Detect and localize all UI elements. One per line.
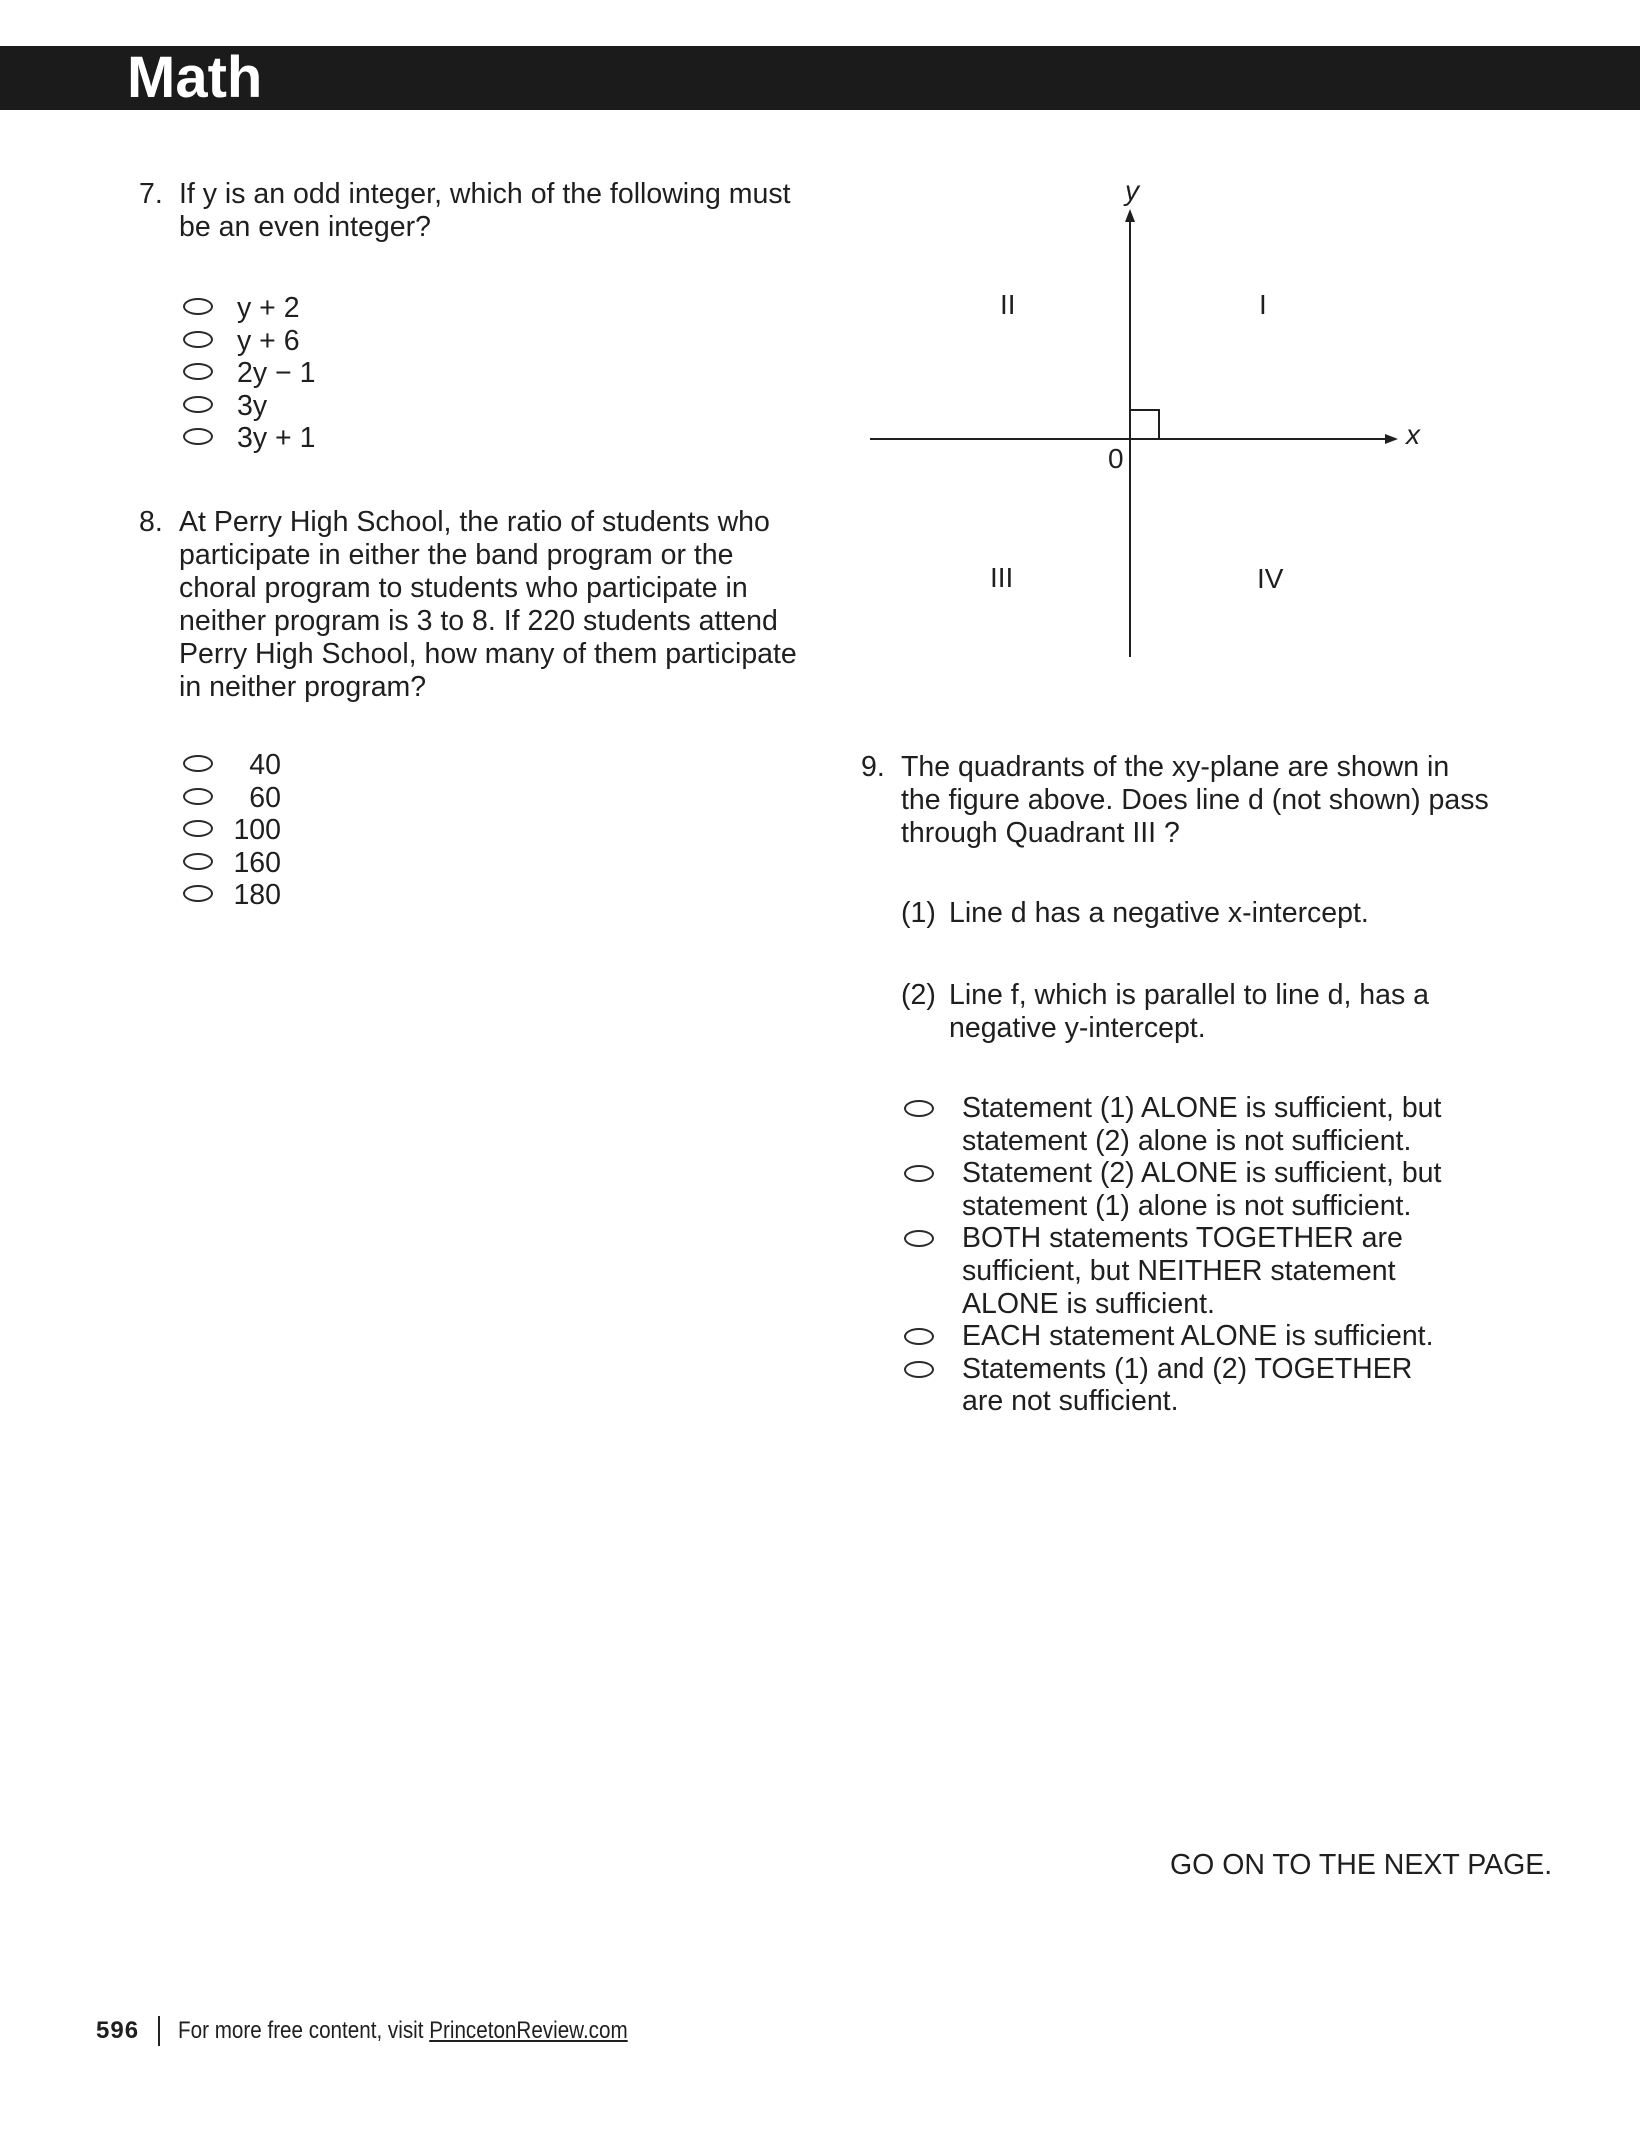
answer-bubble[interactable] <box>183 820 213 837</box>
answer-bubble[interactable] <box>904 1165 934 1182</box>
answer-choice[interactable] <box>904 1157 1464 1222</box>
answer-bubble[interactable] <box>183 853 213 870</box>
question-number: 8. <box>139 506 163 538</box>
choice-label: EACH statement ALONE is sufficient. <box>962 1320 1434 1353</box>
choice-label: 160 <box>233 846 281 879</box>
q8-answer-choices <box>183 749 483 912</box>
choice-label: 180 <box>233 879 281 912</box>
choice-label: y + 6 <box>237 324 300 357</box>
answer-choice[interactable] <box>183 422 483 455</box>
answer-choice[interactable] <box>183 814 483 847</box>
page-number: 596 <box>96 2017 140 2044</box>
choice-label: 100 <box>233 814 281 847</box>
header-bar <box>0 46 1640 110</box>
answer-choice[interactable] <box>904 1222 1464 1320</box>
question-text-line: participate in either the band program or the <box>179 539 734 571</box>
statement-text: Line d has a negative x-intercept. <box>949 897 1369 929</box>
y-axis-arrow <box>1125 209 1135 222</box>
choice-label: BOTH statements TOGETHER are sufficient, but NEITHER statement ALONE is sufficient. <box>962 1222 1403 1320</box>
question-text-line: If y is an odd integer, which of the following must <box>179 178 791 210</box>
footer-divider <box>158 2016 160 2046</box>
answer-choice[interactable] <box>183 357 483 390</box>
answer-choice[interactable] <box>183 879 483 912</box>
answer-choice[interactable] <box>183 390 483 423</box>
answer-bubble[interactable] <box>183 428 213 445</box>
answer-bubble[interactable] <box>183 755 213 772</box>
answer-choice[interactable] <box>183 325 483 358</box>
statement-text <box>949 979 1449 1045</box>
go-on-instruction: GO ON TO THE NEXT PAGE. <box>1170 1849 1553 1881</box>
q7-answer-choices <box>183 292 483 455</box>
quadrant-1-label: I <box>1259 289 1267 320</box>
x-axis-label: x <box>1406 419 1420 450</box>
answer-bubble[interactable] <box>904 1100 934 1117</box>
answer-bubble[interactable] <box>183 363 213 380</box>
answer-bubble[interactable] <box>183 396 213 413</box>
answer-bubble[interactable] <box>904 1328 934 1345</box>
question-text <box>179 178 791 244</box>
question-text-line: the figure above. Does line d (not shown) pass <box>901 784 1489 816</box>
choice-label: Statement (2) ALONE is sufficient, but statement (1) alone is not sufficient. <box>962 1157 1442 1222</box>
answer-bubble[interactable] <box>904 1230 934 1247</box>
choice-label: 2y − 1 <box>237 357 316 390</box>
question-text <box>179 506 797 704</box>
choice-label: 60 <box>249 781 281 814</box>
choice-label: 3y <box>237 389 268 422</box>
answer-bubble[interactable] <box>183 331 213 348</box>
coordinate-plane-figure <box>870 175 1430 670</box>
quadrant-2-label: II <box>1000 289 1016 320</box>
answer-choice[interactable] <box>183 292 483 325</box>
origin-label: 0 <box>1108 443 1124 474</box>
choice-label: 3y + 1 <box>237 422 316 455</box>
answer-choice[interactable] <box>183 749 483 782</box>
statement-number: (2) <box>901 979 936 1011</box>
coordinate-plane-svg <box>870 180 1430 670</box>
answer-bubble[interactable] <box>183 298 213 315</box>
answer-choice[interactable] <box>904 1092 1464 1157</box>
answer-bubble[interactable] <box>904 1361 934 1378</box>
question-text-line: The quadrants of the xy-plane are shown in <box>901 751 1450 783</box>
question-text-line: be an even integer? <box>179 211 431 243</box>
choice-label: y + 2 <box>237 292 300 324</box>
footer-link[interactable]: PrincetonReview.com <box>429 2017 628 2044</box>
answer-bubble[interactable] <box>183 788 213 805</box>
choice-label: 40 <box>249 749 281 781</box>
question-text-line: choral program to students who participate in <box>179 572 748 604</box>
answer-choice[interactable] <box>904 1353 1464 1418</box>
footer-text <box>178 2014 628 2048</box>
question-text-line: in neither program? <box>179 671 427 703</box>
y-axis-label: y <box>1125 175 1139 206</box>
statement-number: (1) <box>901 897 936 929</box>
statement-text-line: Line f, which is parallel to line d, has a <box>949 979 1430 1011</box>
right-angle-marker <box>1130 410 1159 439</box>
q9-answer-choices <box>904 1092 1464 1418</box>
page-title: Math <box>127 45 263 110</box>
statement-text-line: negative y-intercept. <box>949 1012 1206 1044</box>
question-text <box>901 751 1489 850</box>
question-text-line: through Quadrant III ? <box>901 817 1180 849</box>
question-number: 9. <box>861 751 885 783</box>
x-axis-arrow <box>1385 434 1398 444</box>
question-text-line: neither program is 3 to 8. If 220 students attend <box>179 605 778 637</box>
quadrant-3-label: III <box>990 562 1014 593</box>
choice-label: Statements (1) and (2) TOGETHER are not sufficient. <box>962 1352 1413 1418</box>
footer-caption: For more free content, visit <box>178 2017 430 2044</box>
question-number: 7. <box>139 178 163 210</box>
question-text-line: Perry High School, how many of them participate <box>179 638 797 670</box>
choice-label: Statement (1) ALONE is sufficient, but statement (2) alone is not sufficient. <box>962 1092 1442 1157</box>
answer-choice[interactable] <box>183 847 483 880</box>
answer-bubble[interactable] <box>183 885 213 902</box>
question-text-line: At Perry High School, the ratio of students who <box>179 506 770 538</box>
quadrant-4-label: IV <box>1257 563 1284 594</box>
answer-choice[interactable] <box>904 1320 1464 1353</box>
answer-choice[interactable] <box>183 782 483 815</box>
